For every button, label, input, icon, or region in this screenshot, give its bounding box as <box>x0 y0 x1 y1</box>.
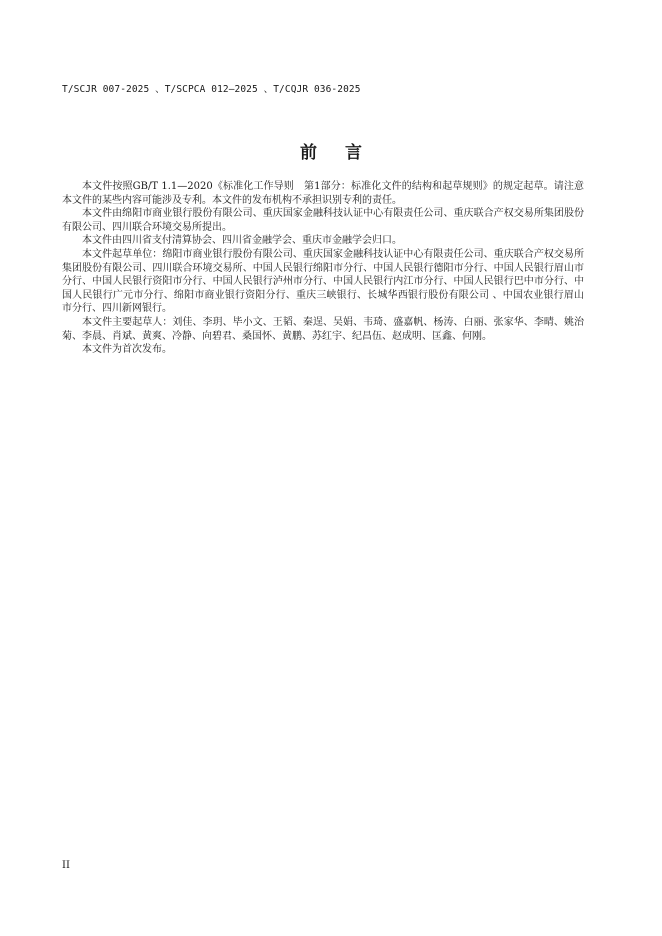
page-number: II <box>62 860 70 871</box>
standard-codes-header: T/SCJR 007-2025 、T/SCPCA 012—2025 、T/CQJR 036-2025 <box>62 84 361 95</box>
paragraph-centralized-management: 本文件由四川省支付清算协会、四川省金融学会、重庆市金融学会归口。 <box>82 235 402 247</box>
foreword-body <box>62 180 584 357</box>
paragraph-proposers: 本文件由绵阳市商业银行股份有限公司、重庆国家金融科技认证中心有限责任公司、重庆联合产权交易所集团股份有限公司、四川联合环境交易所提出。 <box>62 208 584 233</box>
paragraph-first-release: 本文件为首次发布。 <box>82 344 172 356</box>
paragraph-drafting-units: 本文件起草单位：绵阳市商业银行股份有限公司、重庆国家金融科技认证中心有限责任公司、重庆联合产权交易所集团股份有限公司、四川联合环境交易所、中国人民银行绵阳市分行、中国人民银行德阳市分行、中国人民银行眉山市分行、中国人民银行资阳市分行、中国人民银行泸州市分行、中国人民银行内江市分行、中国人民银行巴中市分行、中国人民银行广元市分行、绵阳市商业银行资阳分行、重庆三峡银行、长城华西银行股份有限公司 、中国农业银行眉山市分行、四川新网银行。 <box>62 248 584 315</box>
page-title: 前言 <box>300 143 390 163</box>
paragraph-main-drafters: 本文件主要起草人：刘佳、李玥、毕小文、王韬、秦逞、吴娟、韦琦、盛嘉帆、杨涛、白丽、张家华、李晴、姚治菊、李晨、肖斌、黄爽、冷静、向碧君、桑国怀、黄鹏、苏红宇、纪昌伍、赵成明、匡鑫、何刚。 <box>62 316 584 342</box>
paragraph-drafting-rules: 本文件按照GB/T 1.1—2020《标准化工作导则 第1部分：标准化文件的结构和起草规则》的规定起草。请注意本文件的某些内容可能涉及专利。本文件的发布机构不承担识别专利的责任。 <box>62 181 584 206</box>
